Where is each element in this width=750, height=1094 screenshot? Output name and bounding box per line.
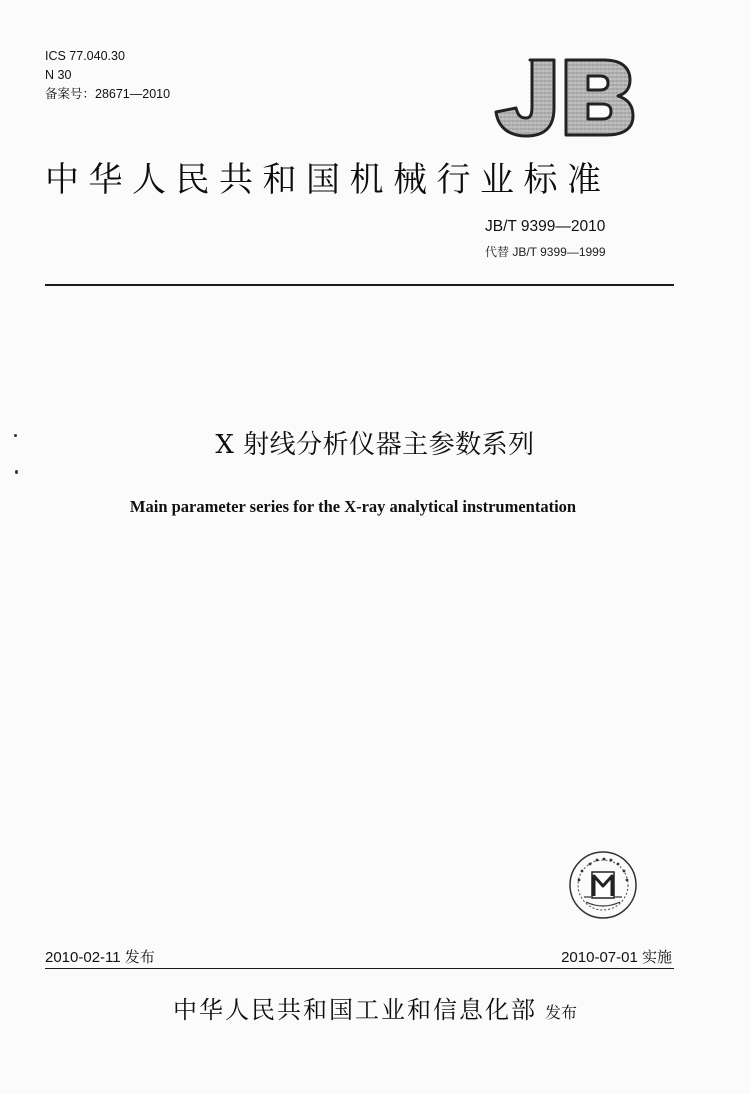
logo-text: JB: [564, 106, 565, 107]
scan-speck: [14, 434, 17, 437]
ics-code: ICS 77.040.30: [45, 49, 125, 63]
document-title-en: Main parameter series for the X-ray analytical instrumentation: [129, 497, 577, 516]
document-title-zh: X 射线分析仪器主参数系列: [215, 430, 535, 460]
replaces-standard: 代替 JB/T 9399—1999: [485, 245, 606, 259]
scan-speck: [15, 470, 18, 474]
issue-date: 2010-02-11 发布: [45, 949, 155, 966]
footer-divider: [45, 968, 674, 969]
ccs-code: N 30: [45, 68, 72, 82]
publisher-name: 中华人民共和国工业和信息化部: [172, 996, 537, 1024]
publisher-seal: [568, 850, 638, 920]
industry-standard-title: 中华人民共和国机械行业标准: [45, 160, 611, 200]
jb-logo: [492, 56, 636, 138]
filing-number: 备案号：28671—2010: [45, 87, 171, 101]
effective-date: 2010-07-01 实施: [561, 949, 672, 966]
standard-number: JB/T 9399—2010: [485, 218, 606, 235]
header-divider: [45, 284, 674, 286]
publisher-suffix: 发布: [544, 1003, 577, 1022]
classification-block: [45, 47, 170, 104]
publisher-line: [0, 990, 750, 1025]
